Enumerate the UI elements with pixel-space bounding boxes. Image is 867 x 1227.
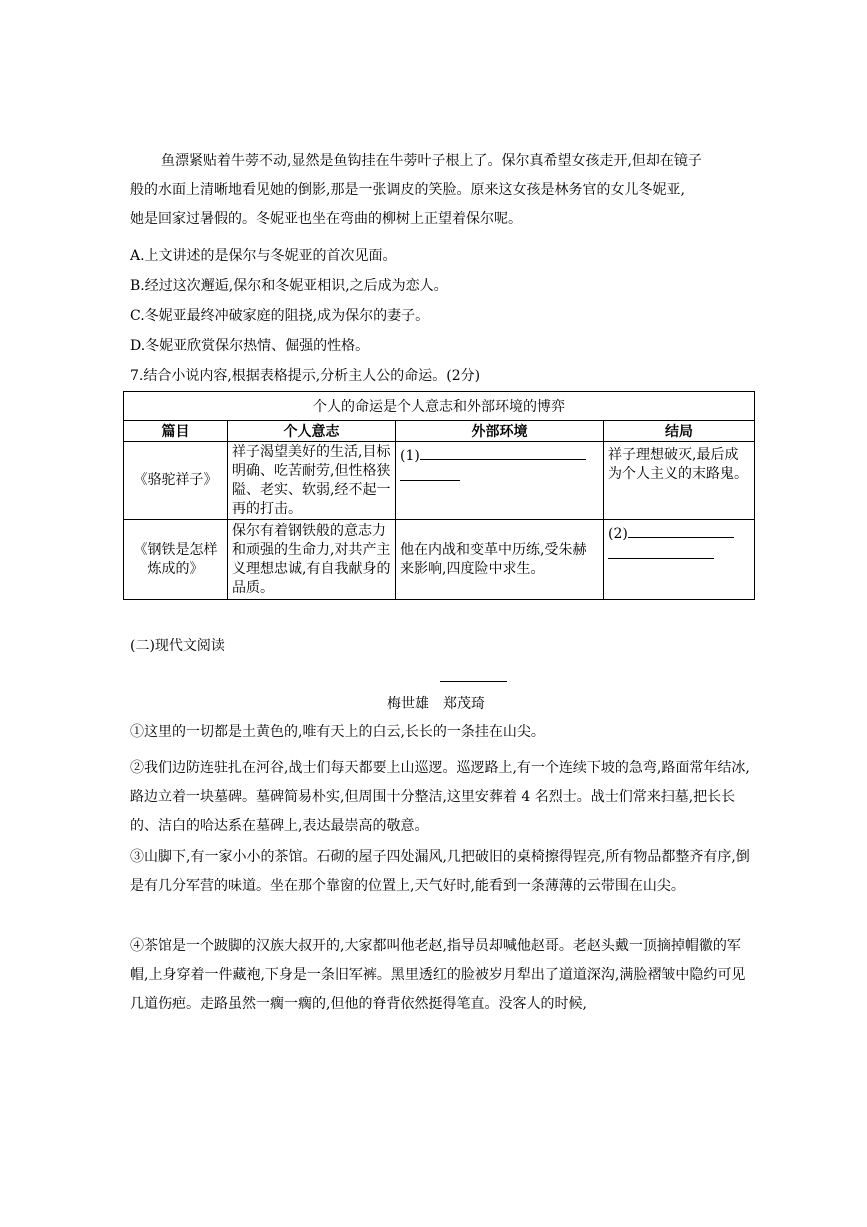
header-will: 个人意志 [228, 421, 396, 442]
row2-will: 保尔有着钢铁般的意志力和顽强的生命力,对共产主义理想忠诚,有自我献身的品质。 [228, 520, 396, 600]
option-a: A.上文讲述的是保尔与冬妮亚的首次见面。 [130, 248, 397, 264]
answer-blank-2b[interactable] [608, 544, 714, 559]
question-7: 7.结合小说内容,根据表格提示,分析主人公的命运。(2分) [130, 368, 481, 384]
option-b: B.经过这次邂逅,保尔和冬妮亚相识,之后成为恋人。 [130, 278, 448, 294]
row2-ending-label: (2) [608, 526, 628, 542]
table-row [124, 442, 755, 520]
row1-ending: 祥子理想破灭,最后成为个人主义的末路鬼。 [604, 442, 755, 520]
row1-environment-answer[interactable] [396, 442, 604, 520]
header-title: 篇目 [124, 421, 228, 442]
row1-env-label: (1) [400, 448, 420, 464]
row2-environment: 他在内战和变革中历练,受朱赫来影响,四度险中求生。 [396, 520, 604, 600]
paragraph-3: ③山脚下,有一家小小的茶馆。石砌的屋子四处漏风,几把破旧的桌椅擦得锃亮,所有物品都整齐有序,倒是有几分军营的味道。坐在那个靠窗的位置上,天气好时,能看到一条薄薄的云带围在山尖。 [130, 849, 750, 894]
header-ending: 结局 [604, 421, 755, 442]
answer-blank-2a[interactable] [628, 523, 734, 538]
row2-title: 《钢铁是怎样炼成的》 [124, 520, 228, 600]
paragraph-1: ①这里的一切都是土黄色的,唯有天上的白云,长长的一条挂在山尖。 [130, 724, 545, 740]
option-d: D.冬妮亚欣赏保尔热情、倔强的性格。 [130, 338, 370, 354]
row1-title: 《骆驼祥子》 [124, 442, 228, 520]
row2-ending-answer[interactable] [604, 520, 755, 600]
passage-line-3: 她是回家过暑假的。冬妮亚也坐在弯曲的柳树上正望着保尔呢。 [130, 211, 522, 227]
table-row [124, 520, 755, 600]
authors: 梅世雄 郑茂琦 [387, 696, 485, 712]
table-caption: 个人的命运是个人意志和外部环境的博弈 [124, 392, 755, 421]
row1-will: 祥子渴望美好的生活,目标明确、吃苦耐劳,但性格狭隘、老实、软弱,经不起一再的打击。 [228, 442, 396, 520]
paragraph-2: ②我们边防连驻扎在河谷,战士们每天都要上山巡逻。巡逻路上,有一个连续下坡的急弯,路面常年结冰,路边立着一块墓碑。墓碑简易朴实,但周围十分整洁,这里安葬着 4 名烈士。战士们常来扫墓,把长长的、洁白的哈达系在墓碑上,表达最崇高的敬意。 [130, 760, 750, 834]
header-environment: 外部环境 [396, 421, 604, 442]
fate-analysis-table [123, 391, 755, 600]
passage-line-2: 般的水面上清晰地看见她的倒影,那是一张调皮的笑脸。原来这女孩是林务官的女儿冬妮亚, [130, 182, 685, 198]
section-heading: (二)现代文阅读 [130, 638, 225, 654]
title-blank[interactable] [440, 681, 507, 682]
passage-line-1: 鱼漂紧贴着牛蒡不动,显然是鱼钩挂在牛蒡叶子根上了。保尔真希望女孩走开,但却在镜子 [161, 153, 702, 169]
option-c: C.冬妮亚最终冲破家庭的阻挠,成为保尔的妻子。 [130, 308, 430, 324]
answer-blank-1a[interactable] [420, 445, 586, 460]
answer-blank-1b[interactable] [400, 466, 460, 481]
paragraph-4: ④茶馆是一个跛脚的汉族大叔开的,大家都叫他老赵,指导员却喊他赵哥。老赵头戴一顶摘掉帽徽的军帽,上身穿着一件藏袍,下身是一条旧军裤。黑里透红的脸被岁月犁出了道道深沟,满脸褶皱中隐约可见几道伤疤。走路虽然一瘸一瘸的,但他的脊背依然挺得笔直。没客人的时候, [130, 938, 746, 1012]
